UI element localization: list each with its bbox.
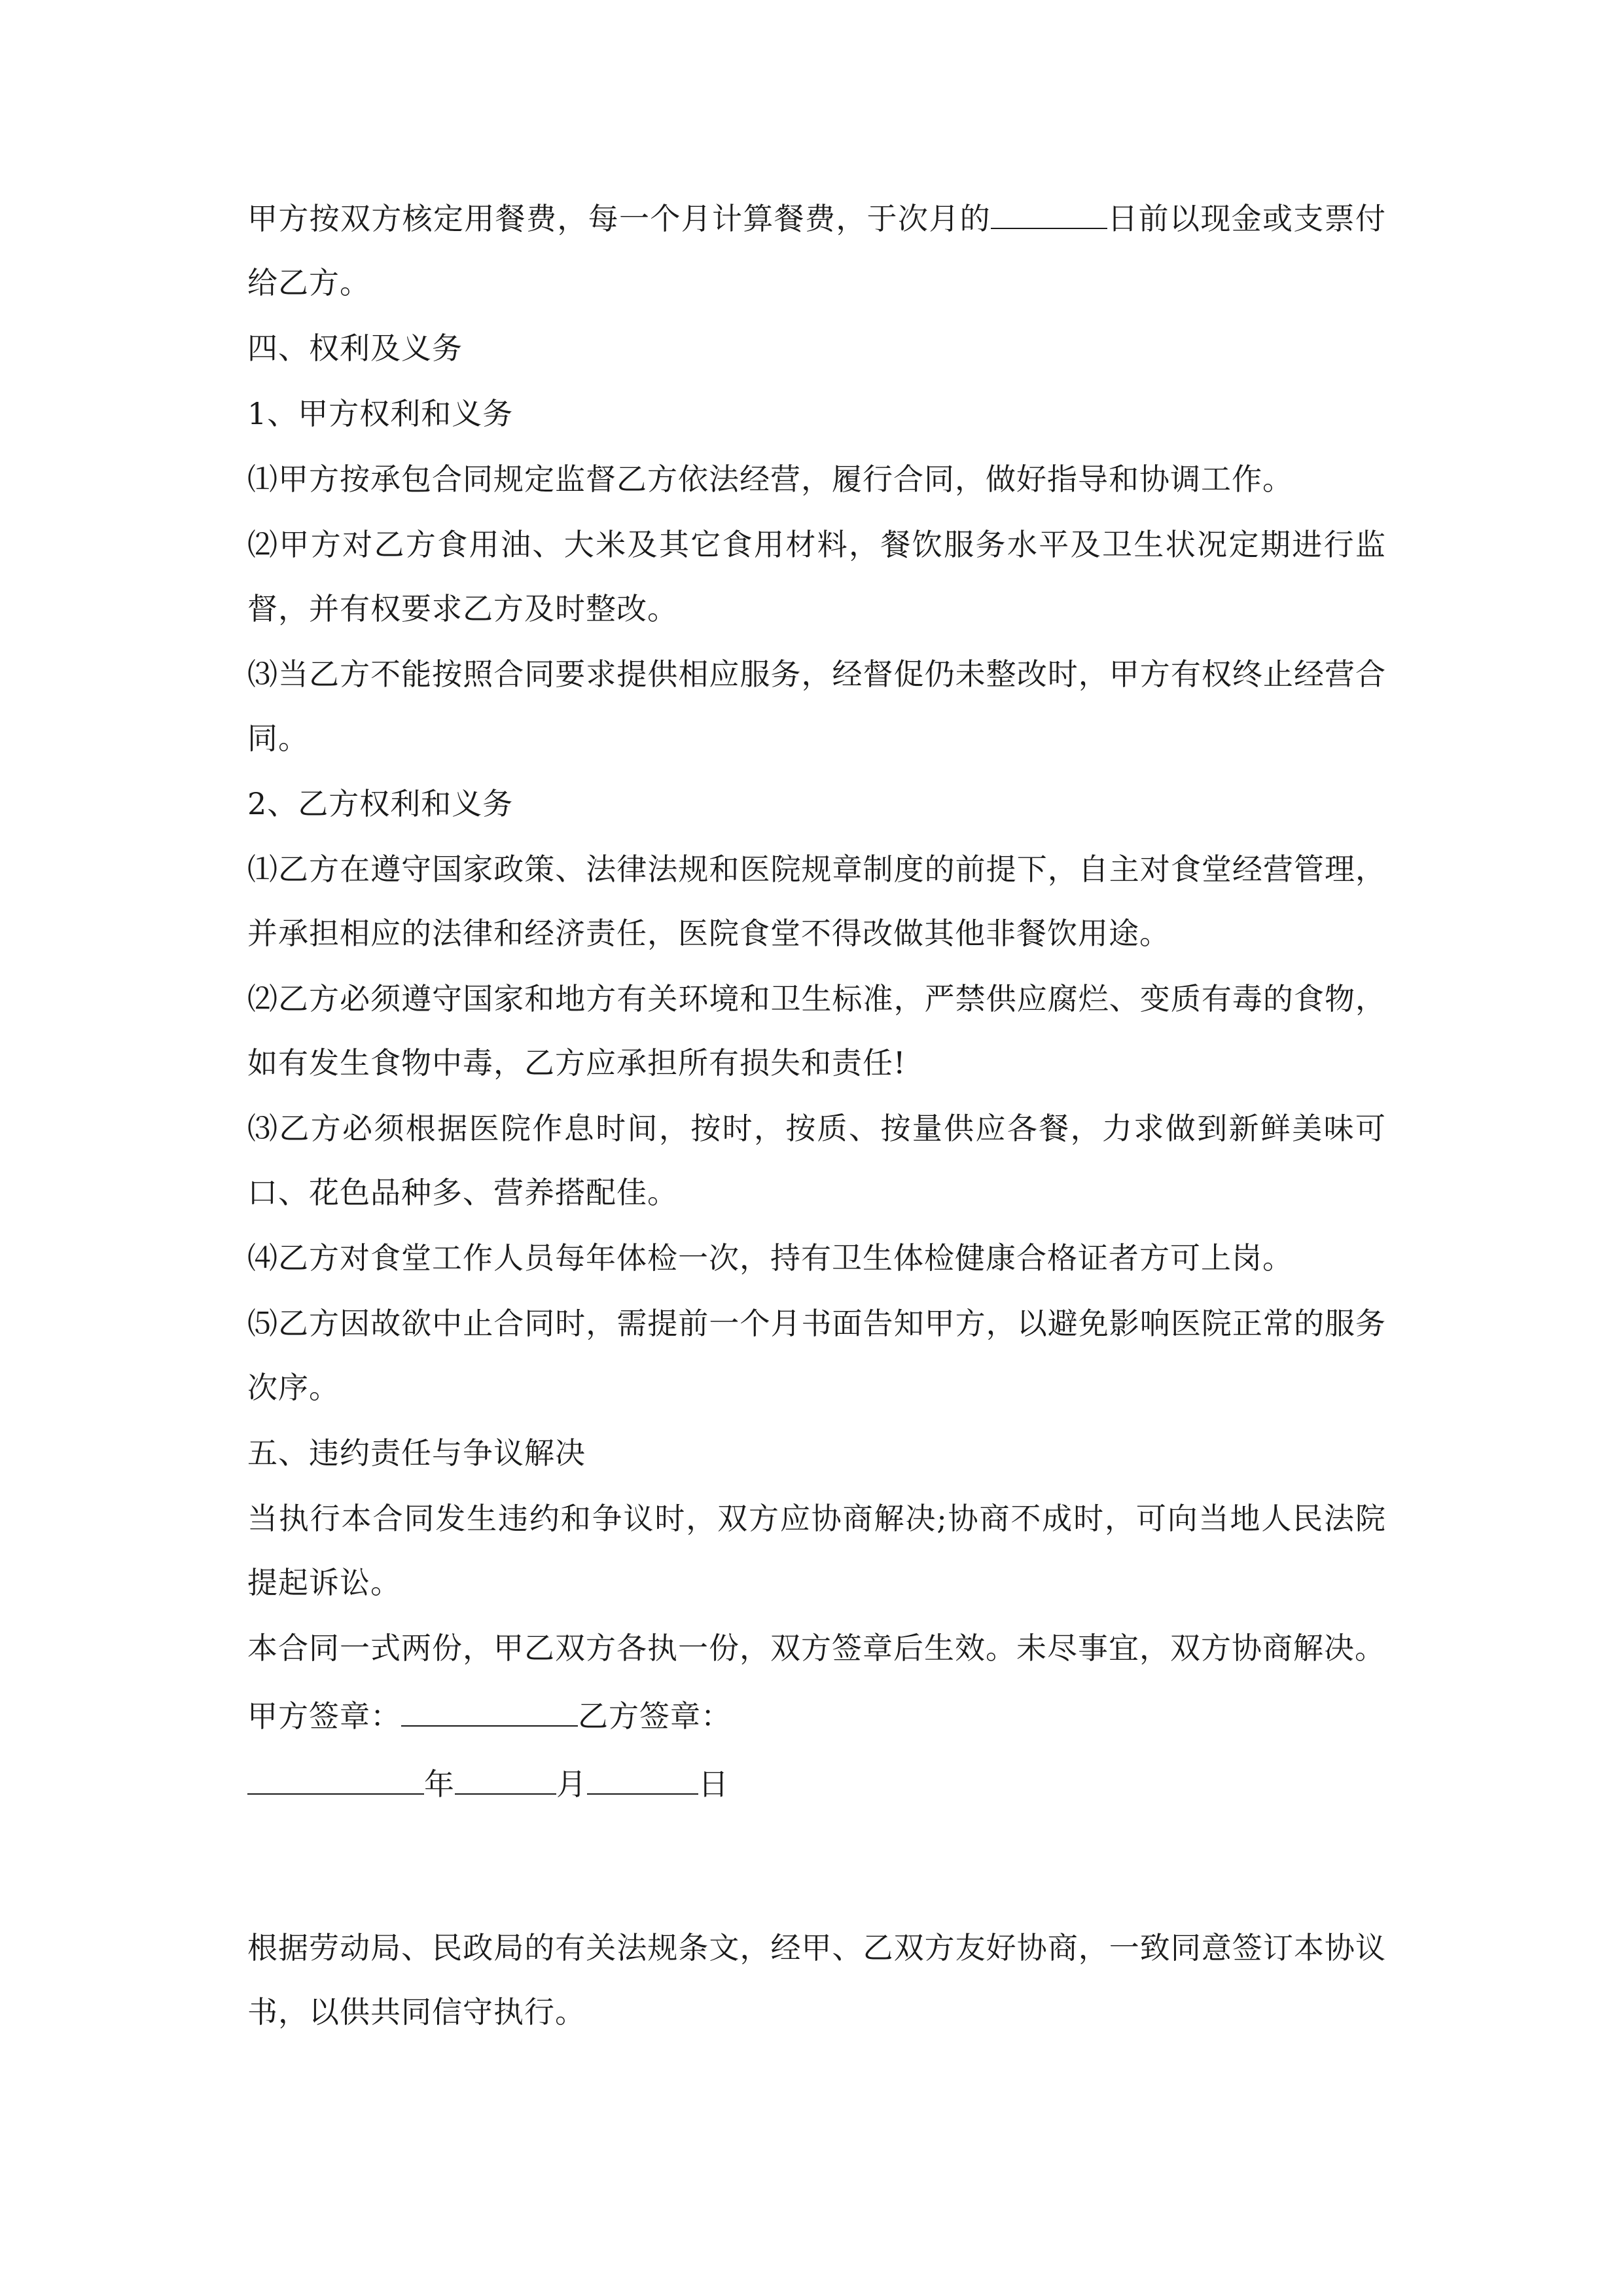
closing-text: 根据劳动局、民政局的有关法规条文，经甲、乙双方友好协商，一致同意签订本协议书，以供共同信守执行。 bbox=[247, 1930, 1386, 2030]
party-a-signature-blank bbox=[401, 1691, 578, 1727]
year-label: 年 bbox=[424, 1767, 455, 1802]
party-b-item: ⑸乙方因故欲中止合同时，需提前一个月书面告知甲方，以避免影响医院正常的服务次序。 bbox=[247, 1306, 1386, 1405]
contract-page bbox=[247, 196, 1386, 2055]
signature-line bbox=[247, 1691, 1386, 1738]
date-line bbox=[247, 1759, 1386, 1806]
month-label: 月 bbox=[556, 1767, 587, 1802]
party-a-item: ⑵甲方对乙方食用油、大米及其它食用材料，餐饮服务水平及卫生状况定期进行监督，并有权要求乙方及时整改。 bbox=[247, 527, 1386, 626]
year-blank bbox=[247, 1759, 424, 1795]
section-gap bbox=[247, 1827, 1386, 1926]
party-a-title: 1、甲方权利和义务 bbox=[247, 396, 514, 431]
party-b-item: ⑷乙方对食堂工作人员每年体检一次，持有卫生体检健康合格证者方可上岗。 bbox=[247, 1240, 1293, 1276]
section5-title: 五、违约责任与争议解决 bbox=[247, 1435, 586, 1471]
party-a-signature-label: 甲方签章： bbox=[247, 1698, 401, 1734]
payment-text-before: 甲方按双方核定用餐费，每一个月计算餐费，于次月的 bbox=[247, 201, 991, 236]
section4-title: 四、权利及义务 bbox=[247, 331, 463, 366]
copies-text: 本合同一式两份，甲乙双方各执一份，双方签章后生效。未尽事宜，双方协商解决。 bbox=[247, 1630, 1385, 1666]
payment-clause bbox=[247, 187, 1386, 315]
day-label: 日 bbox=[698, 1767, 729, 1802]
party-b-signature-label: 乙方签章： bbox=[578, 1698, 732, 1734]
party-b-item: ⑵乙方必须遵守国家和地方有关环境和卫生标准，严禁供应腐烂、变质有毒的食物，如有发生食物中毒，乙方应承担所有损失和责任! bbox=[247, 981, 1386, 1081]
payment-text-after: 日前以现金或支票付给乙方。 bbox=[247, 201, 1387, 300]
party-a-item: ⑶当乙方不能按照合同要求提供相应服务，经督促仍未整改时，甲方有权终止经营合同。 bbox=[247, 656, 1386, 756]
dispute-text: 当执行本合同发生违约和争议时，双方应协商解决;协商不成时，可向当地人民法院提起诉讼。 bbox=[247, 1501, 1386, 1600]
party-b-title: 2、乙方权利和义务 bbox=[247, 786, 514, 821]
day-blank bbox=[587, 1759, 698, 1795]
month-blank bbox=[455, 1759, 556, 1795]
party-b-item: ⑴乙方在遵守国家政策、法律法规和医院规章制度的前提下，自主对食堂经营管理，并承担相应的法律和经济责任，医院食堂不得改做其他非餐饮用途。 bbox=[247, 852, 1386, 951]
party-a-item: ⑴甲方按承包合同规定监督乙方依法经营，履行合同，做好指导和协调工作。 bbox=[247, 461, 1293, 497]
party-b-item: ⑶乙方必须根据医院作息时间，按时，按质、按量供应各餐，力求做到新鲜美味可口、花色品种多、营养搭配佳。 bbox=[247, 1111, 1386, 1210]
payment-day-blank bbox=[991, 194, 1107, 229]
